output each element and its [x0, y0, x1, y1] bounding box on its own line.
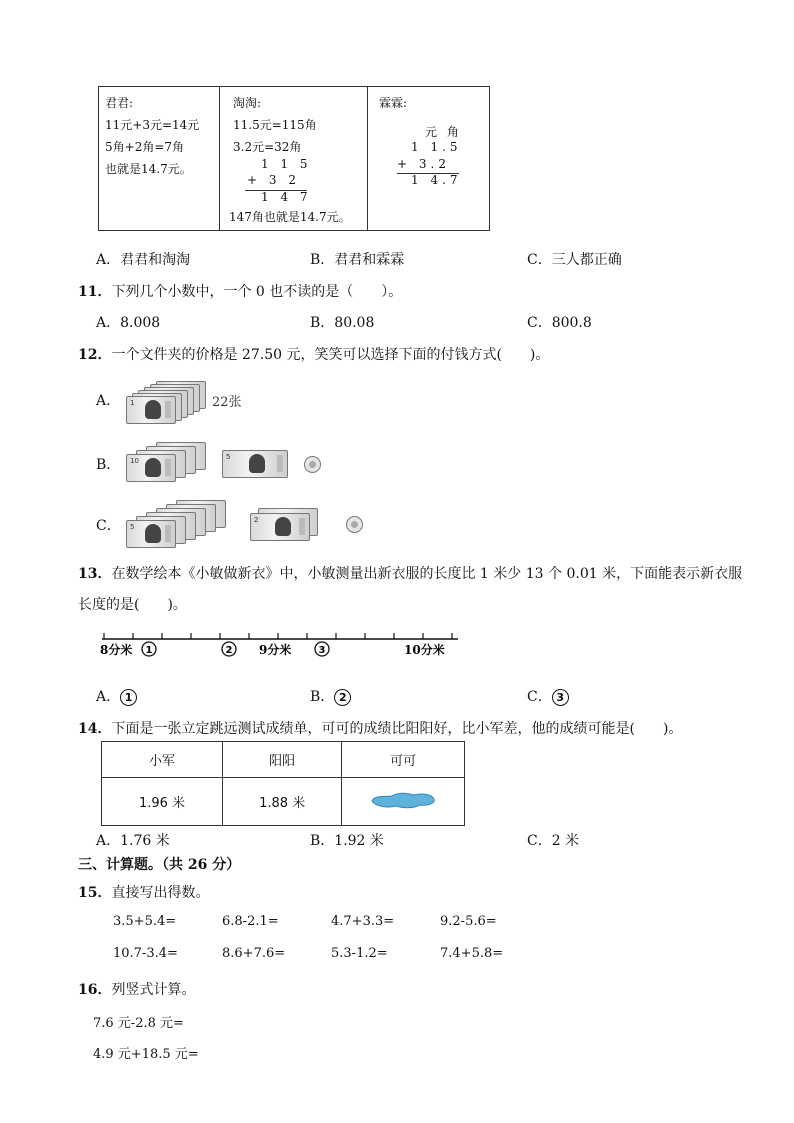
q13-ruler	[98, 628, 463, 664]
q13-option-c-mark: 3	[552, 689, 569, 706]
q13-option-c[interactable]: C． 3	[527, 686, 569, 706]
q11-text: 下列几个小数中，一个 0 也不读的是（ ）。	[111, 284, 403, 300]
feifei-vertical-3: 1 4.7	[411, 173, 462, 187]
q16-text: 列竖式计算。	[111, 982, 196, 998]
q13-text: 在数学绘本《小敏做新衣》中，小敏测量出新衣服的长度比 1 米少 13 个 0.01 米，下面能表示新衣服	[111, 566, 743, 582]
taotao-vertical-3: 1 4 7	[261, 190, 312, 204]
junjun-line1: 11元+3元=14元	[105, 118, 200, 132]
ruler-label-8: 8分米	[100, 643, 133, 657]
ruler-mark-3: 3	[318, 645, 326, 656]
ruler-label-9: 9分米	[259, 643, 292, 657]
q11-option-c[interactable]: C．800.8	[527, 315, 592, 331]
q13-option-a-mark: 1	[120, 689, 137, 706]
ruler-mark-1: 1	[145, 645, 153, 656]
q10-option-c[interactable]: C．三人都正确	[527, 252, 622, 268]
taotao-vertical-2: + 3 2	[247, 173, 300, 187]
q11-question	[78, 281, 402, 301]
q11-number: 11．	[78, 284, 112, 300]
q12-a-count: 22张	[212, 395, 242, 410]
q13-question-line1	[78, 563, 742, 583]
q14-option-a[interactable]: A．1.76 米	[96, 833, 170, 849]
q15-problem: 6.8-2.1=	[222, 914, 279, 929]
column-divider	[219, 87, 220, 230]
column-divider	[367, 87, 368, 230]
q12-c-coin	[346, 516, 363, 533]
bill-image: 10	[126, 454, 176, 482]
q12-text: 一个文件夹的价格是 27.50 元，笑笑可以选择下面的付钱方式( )。	[111, 347, 550, 363]
taotao-vertical-1: 1 1 5	[261, 157, 312, 171]
q14-option-c[interactable]: C．2 米	[527, 833, 580, 849]
q12-number: 12．	[78, 347, 112, 363]
q15-problem: 8.6+7.6=	[222, 946, 286, 961]
q11-option-b[interactable]: B．80.08	[310, 315, 375, 331]
q13-option-a[interactable]: A． 1	[96, 686, 137, 706]
taotao-line1: 11.5元=115角	[233, 118, 317, 132]
q16-question	[78, 979, 195, 999]
q15-problem: 9.2-5.6=	[440, 914, 497, 929]
q14-option-b[interactable]: B．1.92 米	[310, 833, 384, 849]
ink-blot-image	[368, 789, 438, 811]
q12-option-c[interactable]: C．	[96, 518, 121, 534]
q15-problem: 10.7-3.4=	[113, 946, 178, 961]
value-yangyang: 1.88 米	[223, 778, 342, 826]
q13-number: 13．	[78, 566, 112, 582]
q11-option-a[interactable]: A．8.008	[96, 315, 161, 331]
junjun-line3: 也就是14.7元。	[105, 162, 192, 176]
q15-problem: 4.7+3.3=	[331, 914, 395, 929]
feifei-vertical-2: + 3.2	[397, 157, 450, 171]
ruler-ticks	[104, 633, 452, 639]
section-3-title: 三、计算题。（共 26 分）	[78, 857, 241, 873]
ruler-label-10: 10分米	[404, 643, 445, 657]
q16-problem: 4.9 元+18.5 元=	[93, 1047, 199, 1062]
bill-image: 1	[126, 396, 176, 424]
q10-option-a[interactable]: A．君君和淘淘	[96, 252, 191, 268]
q15-text: 直接写出得数。	[111, 885, 210, 901]
header-xiaojun: 小军	[102, 742, 223, 778]
header-yangyang: 阳阳	[223, 742, 342, 778]
q13-option-b[interactable]: B． 2	[310, 686, 351, 706]
q15-problem: 3.5+5.4=	[113, 914, 177, 929]
q10-option-b[interactable]: B．君君和霖霖	[310, 252, 405, 268]
q12-c-two-yuan-bill: 2	[250, 513, 310, 541]
feifei-name: 霖霖:	[379, 96, 408, 110]
q15-problem: 7.4+5.8=	[440, 946, 504, 961]
q16-number: 16．	[78, 982, 112, 998]
q12-b-five-yuan-bill: 5	[222, 450, 288, 478]
q12-question	[78, 344, 549, 364]
q16-problem: 7.6 元-2.8 元=	[93, 1016, 184, 1031]
q14-question	[78, 718, 682, 738]
q15-number: 15．	[78, 885, 112, 901]
ruler-mark-2: 2	[225, 645, 233, 656]
feifei-header: 元 角	[425, 125, 462, 139]
feifei-vertical-1: 1 1.5	[411, 140, 462, 154]
q15-problem: 5.3-1.2=	[331, 946, 388, 961]
taotao-line2: 3.2元=32角	[233, 140, 302, 154]
q13-question-line2: 长度的是( )。	[78, 597, 187, 613]
taotao-line3: 147角也就是14.7元。	[229, 210, 351, 224]
q14-score-table	[101, 741, 465, 826]
header-keke: 可可	[342, 742, 465, 778]
taotao-name: 淘淘:	[233, 96, 262, 110]
junjun-line2: 5角+2角=7角	[105, 140, 185, 154]
junjun-name: 君君:	[105, 96, 134, 110]
value-keke	[342, 778, 465, 826]
q14-text: 下面是一张立定跳远测试成绩单，可可的成绩比阳阳好，比小军差，他的成绩可能是( )。	[111, 721, 683, 737]
q12-b-coin	[304, 456, 321, 473]
q12-option-a[interactable]: A．	[96, 393, 121, 409]
q15-question	[78, 882, 209, 902]
q12-option-b[interactable]: B．	[96, 457, 121, 473]
q14-number: 14．	[78, 721, 112, 737]
bill-image: 5	[126, 520, 176, 548]
value-xiaojun: 1.96 米	[102, 778, 223, 826]
q10-solutions-box	[98, 86, 490, 231]
q13-option-b-mark: 2	[334, 689, 351, 706]
